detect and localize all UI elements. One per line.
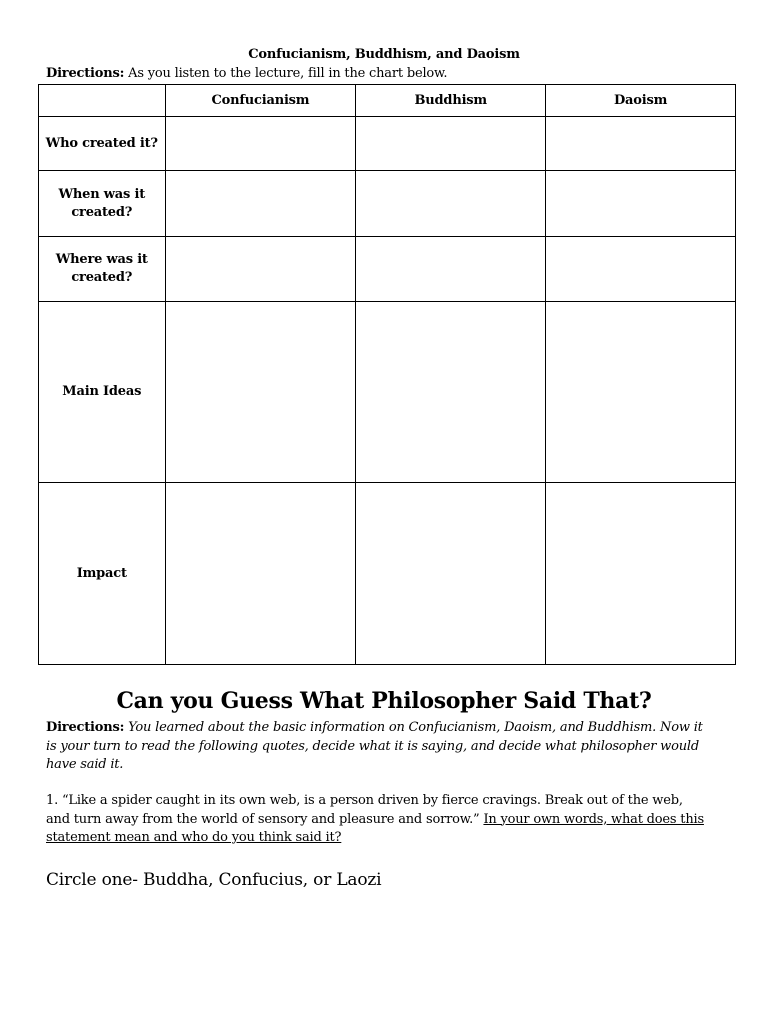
cell-confucianism-main-ideas[interactable] bbox=[165, 302, 356, 483]
cell-confucianism-who[interactable] bbox=[165, 117, 356, 171]
cell-buddhism-impact[interactable] bbox=[356, 483, 546, 665]
cell-confucianism-when[interactable] bbox=[165, 171, 356, 237]
header-cell-confucianism: Confucianism bbox=[165, 85, 356, 117]
cell-confucianism-where[interactable] bbox=[165, 237, 356, 302]
row-label-impact: Impact bbox=[39, 483, 166, 665]
cell-confucianism-impact[interactable] bbox=[165, 483, 356, 665]
header-cell-daoism: Daoism bbox=[546, 85, 736, 117]
row-label-main-ideas: Main Ideas bbox=[39, 302, 166, 483]
cell-daoism-when[interactable] bbox=[546, 171, 736, 237]
chart-row-when bbox=[39, 171, 736, 237]
chart-row-main-ideas bbox=[39, 302, 736, 483]
question-1 bbox=[46, 792, 706, 848]
question-1-number: 1. bbox=[46, 793, 59, 808]
cell-daoism-who[interactable] bbox=[546, 117, 736, 171]
section-directions bbox=[46, 719, 706, 775]
header-cell-buddhism: Buddhism bbox=[356, 85, 546, 117]
header-cell-empty bbox=[39, 85, 166, 117]
chart-row-impact bbox=[39, 483, 736, 665]
circle-one-choices: Circle one- Buddha, Confucius, or Laozi bbox=[46, 870, 382, 890]
cell-buddhism-where[interactable] bbox=[356, 237, 546, 302]
chart-header-row bbox=[39, 85, 736, 117]
cell-daoism-impact[interactable] bbox=[546, 483, 736, 665]
cell-buddhism-main-ideas[interactable] bbox=[356, 302, 546, 483]
directions-top bbox=[46, 66, 447, 81]
worksheet-title: Confucianism, Buddhism, and Daoism bbox=[248, 47, 520, 62]
cell-daoism-where[interactable] bbox=[546, 237, 736, 302]
directions-label: Directions: bbox=[46, 66, 125, 81]
cell-daoism-main-ideas[interactable] bbox=[546, 302, 736, 483]
section-heading: Can you Guess What Philosopher Said That? bbox=[116, 688, 652, 714]
section-directions-text: You learned about the basic information on Confucianism, Daoism, and Buddhism. Now it is your turn to read the following quotes, decide what it is saying, and decide what philosopher would have said it. bbox=[46, 720, 703, 772]
row-label-who: Who created it? bbox=[39, 117, 166, 171]
row-label-when: When was it created? bbox=[39, 171, 166, 237]
directions-text: As you listen to the lecture, fill in the chart below. bbox=[128, 66, 448, 81]
question-1-quote: “Like a spider caught in its own web, is a person driven by fierce cravings. Break out of the web, and turn away from the world of sensory and pleasure and sorrow.” bbox=[46, 793, 683, 827]
row-label-where: Where was it created? bbox=[39, 237, 166, 302]
cell-buddhism-who[interactable] bbox=[356, 117, 546, 171]
chart-row-who bbox=[39, 117, 736, 171]
chart-row-where bbox=[39, 237, 736, 302]
question-1-prompt: In your own words, what does this statement mean and who do you think said it? bbox=[46, 811, 704, 845]
cell-buddhism-when[interactable] bbox=[356, 171, 546, 237]
comparison-chart bbox=[38, 84, 736, 665]
section-directions-label: Directions: bbox=[46, 720, 125, 735]
